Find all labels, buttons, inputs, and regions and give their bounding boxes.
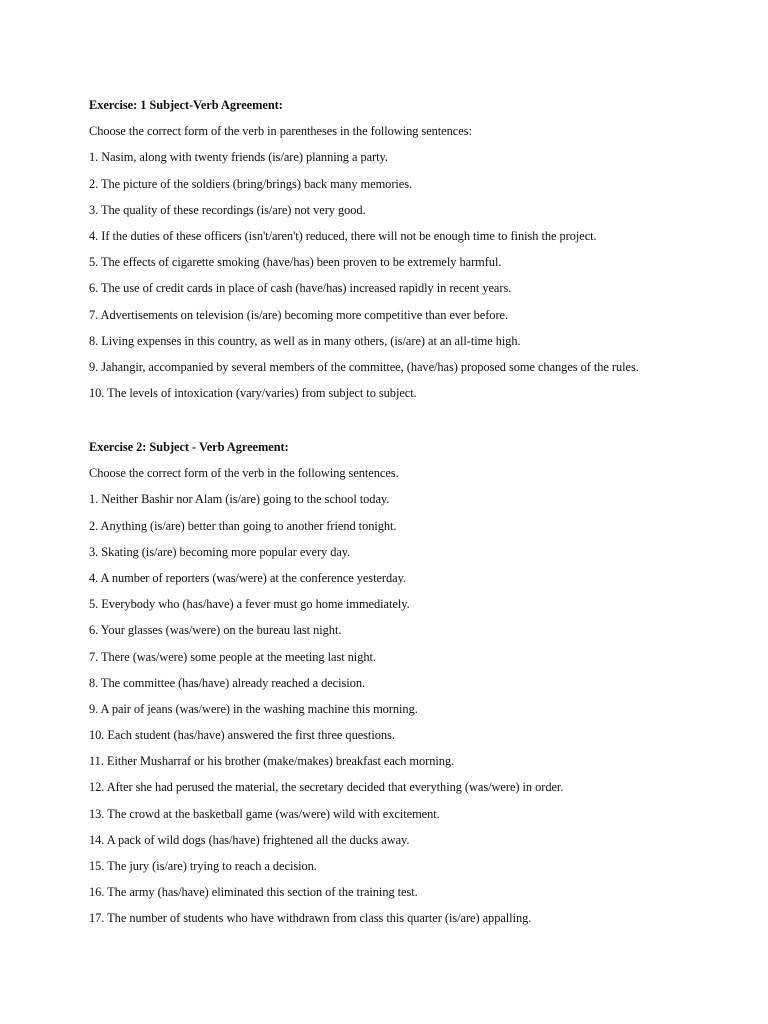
exercise-2-item: 1. Neither Bashir nor Alam (is/are) going to the school today. (89, 492, 390, 507)
exercise-2-item: 5. Everybody who (has/have) a fever must go home immediately. (89, 597, 410, 612)
exercise-1-item: 3. The quality of these recordings (is/are) not very good. (89, 202, 366, 217)
exercise-1-item: 8. Living expenses in this country, as well as in many others, (is/are) at an all-time high. (89, 333, 521, 348)
exercise-2-item: 13. The crowd at the basketball game (was/were) wild with excitement. (89, 806, 440, 821)
exercise-1-item: 5. The effects of cigarette smoking (have/has) been proven to be extremely harmful. (89, 255, 502, 270)
exercise-1-heading: Exercise: 1 Subject-Verb Agreement: (89, 98, 283, 112)
exercise-2-section (89, 434, 729, 932)
exercise-2-item: 7. There (was/were) some people at the meeting last night. (89, 649, 376, 664)
exercise-1-item: 2. The picture of the soldiers (bring/brings) back many memories. (89, 176, 413, 191)
exercise-2-item: 8. The committee (has/have) already reached a decision. (89, 675, 366, 690)
exercise-1-item: 7. Advertisements on television (is/are) becoming more competitive than ever before. (89, 307, 509, 322)
exercise-2-item: 6. Your glasses (was/were) on the bureau last night. (89, 623, 342, 638)
exercise-1-item: 4. If the duties of these officers (isn't/aren't) reduced, there will not be enough time to finish the project. (89, 228, 597, 243)
exercise-2-instruction: Choose the correct form of the verb in the following sentences. (89, 466, 399, 481)
exercise-1-instruction: Choose the correct form of the verb in parentheses in the following sentences: (89, 124, 472, 139)
exercise-2-item: 3. Skating (is/are) becoming more popular every day. (89, 544, 351, 559)
exercise-2-item: 15. The jury (is/are) trying to reach a decision. (89, 859, 317, 873)
exercise-2-item: 17. The number of students who have withdrawn from class this quarter (is/are) appalling. (89, 911, 532, 926)
exercise-2-item: 4. A number of reporters (was/were) at the conference yesterday. (89, 570, 406, 585)
exercise-2-item: 14. A pack of wild dogs (has/have) frightened all the ducks away. (89, 832, 410, 847)
exercise-1-item: 9. Jahangir, accompanied by several members of the committee, (have/has) proposed some changes of the rules. (89, 359, 639, 374)
exercise-2-item: 2. Anything (is/are) better than going to another friend tonight. (89, 518, 397, 533)
exercise-2-item: 10. Each student (has/have) answered the first three questions. (89, 728, 395, 743)
exercise-2-item: 16. The army (has/have) eliminated this section of the training test. (89, 885, 418, 900)
exercise-2-heading: Exercise 2: Subject - Verb Agreement: (89, 440, 289, 454)
exercise-2-item: 9. A pair of jeans (was/were) in the washing machine this morning. (89, 701, 418, 716)
exercise-2-item: 12. After she had perused the material, the secretary decided that everything (was/were) in order. (89, 780, 564, 795)
exercise-1-item: 10. The levels of intoxication (vary/varies) from subject to subject. (89, 386, 417, 401)
exercise-2-item: 11. Either Musharraf or his brother (make/makes) breakfast each morning. (89, 754, 455, 769)
exercise-1-item: 1. Nasim, along with twenty friends (is/are) planning a party. (89, 150, 388, 165)
exercise-1-item: 6. The use of credit cards in place of cash (have/has) increased rapidly in recent years. (89, 281, 512, 296)
exercise-1-section (89, 92, 729, 406)
